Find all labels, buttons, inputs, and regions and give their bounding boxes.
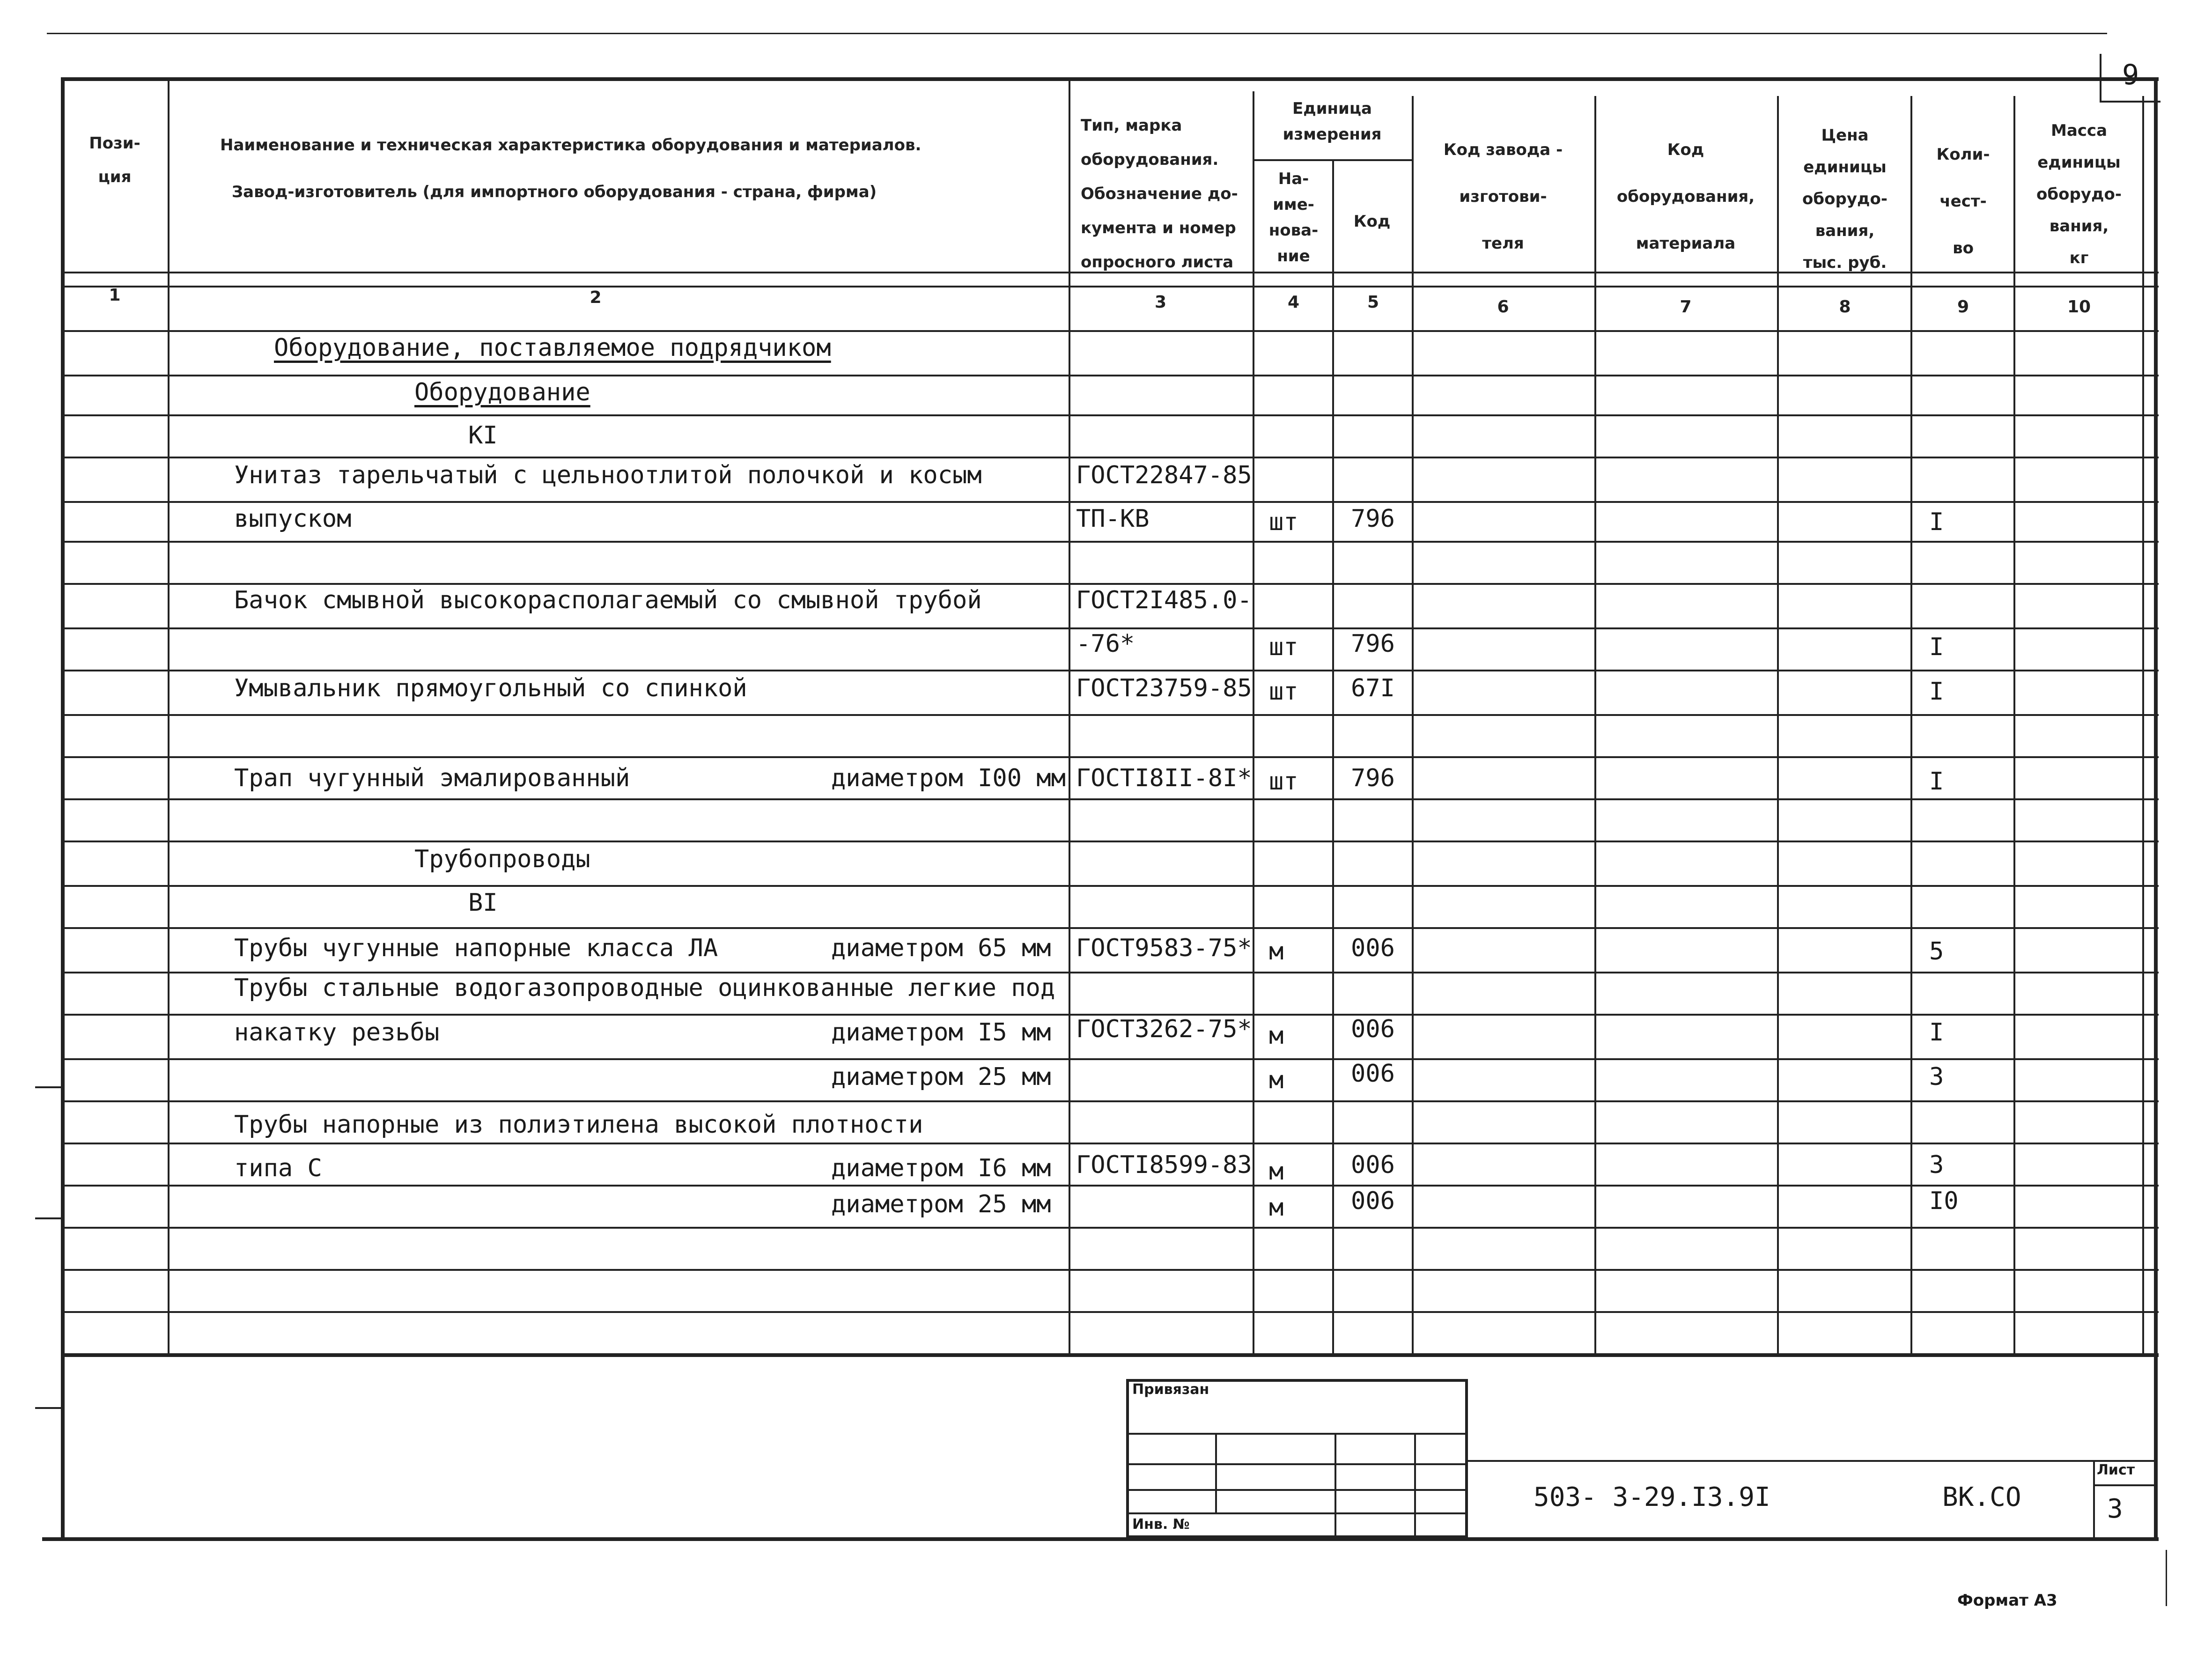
col-number-5: 5 bbox=[1367, 293, 1379, 312]
item-diameter: диаметром I00 мм bbox=[831, 764, 1066, 792]
col-number-8: 8 bbox=[1839, 297, 1851, 317]
item-diameter: диаметром I5 мм bbox=[831, 1018, 1051, 1047]
item-unit: м bbox=[1269, 1194, 1284, 1222]
document-code: 503- 3-29.I3.9I bbox=[1534, 1482, 1770, 1512]
item-qty: I0 bbox=[1929, 1187, 1959, 1215]
header-mass: Масса единицы оборудо- вания, кг bbox=[2036, 121, 2122, 267]
item-type: ГОСТ22847-85 bbox=[1076, 461, 1252, 489]
header-type: Тип, марка оборудования. Обозначение до- кумента и номер опросного листа bbox=[1081, 116, 1238, 272]
item-qty: I bbox=[1929, 767, 1944, 796]
header-equip-code: Код оборудования, материала bbox=[1616, 140, 1755, 253]
binding-stamp bbox=[1126, 1379, 1468, 1538]
item-qty: 3 bbox=[1929, 1063, 1944, 1091]
item-unit-code: 796 bbox=[1351, 505, 1395, 533]
item-name: Унитаз тарельчатый с цельноотлитой полочкой и косым bbox=[234, 461, 982, 489]
item-unit: шт bbox=[1269, 633, 1298, 661]
header-position: Пози- ция bbox=[89, 134, 140, 186]
item-diameter: диаметром 25 мм bbox=[831, 1190, 1051, 1218]
item-type: ГОСТI8II-8I* bbox=[1076, 764, 1252, 792]
header-name-line1: Наименование и техническая характеристика оборудования и материалов. bbox=[220, 136, 922, 155]
header-unit-name: На- име- нова- ние bbox=[1268, 170, 1319, 265]
header-price: Цена единицы оборудо- вания, тыс. руб. bbox=[1802, 126, 1888, 272]
header-unit: Единица измерения bbox=[1283, 99, 1382, 144]
header-unit-code: Код bbox=[1353, 212, 1391, 231]
item-name: Трап чугунный эмалированный bbox=[234, 764, 630, 792]
item-unit-code: 006 bbox=[1351, 1187, 1395, 1215]
section-title: Оборудование, поставляемое подрядчиком bbox=[274, 334, 831, 362]
item-unit: м bbox=[1269, 1066, 1284, 1094]
item-diameter: диаметром 65 мм bbox=[831, 934, 1051, 962]
col-number-3: 3 bbox=[1154, 293, 1167, 312]
group-label: ВI bbox=[468, 889, 498, 917]
inventory-label: Инв. № bbox=[1132, 1516, 1190, 1533]
binding-label: Привязан bbox=[1132, 1381, 1209, 1398]
item-unit-code: 006 bbox=[1351, 1151, 1395, 1179]
item-type: ГОСТ3262-75* bbox=[1076, 1015, 1252, 1043]
item-type: ГОСТ9583-75* bbox=[1076, 934, 1252, 962]
header-plant-code: Код завода - изготови- теля bbox=[1443, 140, 1563, 253]
item-type: ГОСТI8599-83 bbox=[1076, 1151, 1252, 1179]
item-unit-code: 006 bbox=[1351, 934, 1395, 962]
item-unit: шт bbox=[1269, 767, 1298, 796]
subsection-title: Оборудование bbox=[414, 378, 590, 406]
item-name: накатку резьбы bbox=[234, 1018, 440, 1047]
item-type: ГОСТ23759-85 bbox=[1076, 674, 1252, 702]
col-number-2: 2 bbox=[590, 288, 602, 307]
item-name: выпуском bbox=[234, 505, 352, 533]
item-type: -76* bbox=[1076, 630, 1135, 658]
item-qty: I bbox=[1929, 508, 1944, 536]
col-number-6: 6 bbox=[1497, 297, 1509, 317]
item-name: типа С bbox=[234, 1154, 322, 1182]
page-number: 9 bbox=[2122, 59, 2139, 91]
item-diameter: диаметром 25 мм bbox=[831, 1063, 1051, 1091]
item-name: Трубы стальные водогазопроводные оцинкованные легкие под bbox=[234, 974, 1055, 1002]
item-name: Бачок смывной высокорасполагаемый со смывной трубой bbox=[234, 586, 982, 614]
sheet-number: 3 bbox=[2107, 1494, 2123, 1524]
item-qty: 3 bbox=[1929, 1151, 1944, 1179]
item-unit-code: 796 bbox=[1351, 764, 1395, 792]
item-unit-code: 006 bbox=[1351, 1060, 1395, 1088]
item-unit: шт bbox=[1269, 678, 1298, 706]
item-unit: м bbox=[1269, 937, 1284, 966]
item-name: Трубы чугунные напорные класса ЛА bbox=[234, 934, 718, 962]
item-name: Умывальник прямоугольный со спинкой bbox=[234, 674, 747, 702]
item-unit-code: 796 bbox=[1351, 630, 1395, 658]
col-number-4: 4 bbox=[1287, 293, 1300, 312]
header-qty: Коли- чест- во bbox=[1936, 145, 1990, 258]
sheet-label: Лист bbox=[2097, 1462, 2135, 1478]
item-qty: I bbox=[1929, 633, 1944, 661]
item-unit: м bbox=[1269, 1158, 1284, 1186]
header-name-line2: Завод-изготовитель (для импортного оборудования - страна, фирма) bbox=[232, 183, 877, 201]
item-qty: I bbox=[1929, 678, 1944, 706]
item-unit: шт bbox=[1269, 508, 1298, 536]
col-number-1: 1 bbox=[109, 286, 121, 305]
item-type: ТП-КВ bbox=[1076, 505, 1150, 533]
item-unit-code: 006 bbox=[1351, 1015, 1395, 1043]
item-unit-code: 67I bbox=[1351, 674, 1395, 702]
item-diameter: диаметром I6 мм bbox=[831, 1154, 1051, 1182]
item-qty: 5 bbox=[1929, 937, 1944, 966]
item-type: ГОСТ2I485.0- bbox=[1076, 586, 1252, 614]
col-number-10: 10 bbox=[2067, 297, 2091, 317]
subsection-title: Трубопроводы bbox=[414, 845, 590, 873]
item-unit: м bbox=[1269, 1022, 1284, 1050]
col-number-9: 9 bbox=[1957, 297, 1969, 317]
group-label: КI bbox=[468, 421, 498, 450]
section-code: ВК.СО bbox=[1942, 1482, 2021, 1512]
format-label: Формат А3 bbox=[1957, 1591, 2057, 1610]
item-qty: I bbox=[1929, 1018, 1944, 1047]
item-name: Трубы напорные из полиэтилена высокой плотности bbox=[234, 1111, 923, 1139]
col-number-7: 7 bbox=[1680, 297, 1692, 317]
